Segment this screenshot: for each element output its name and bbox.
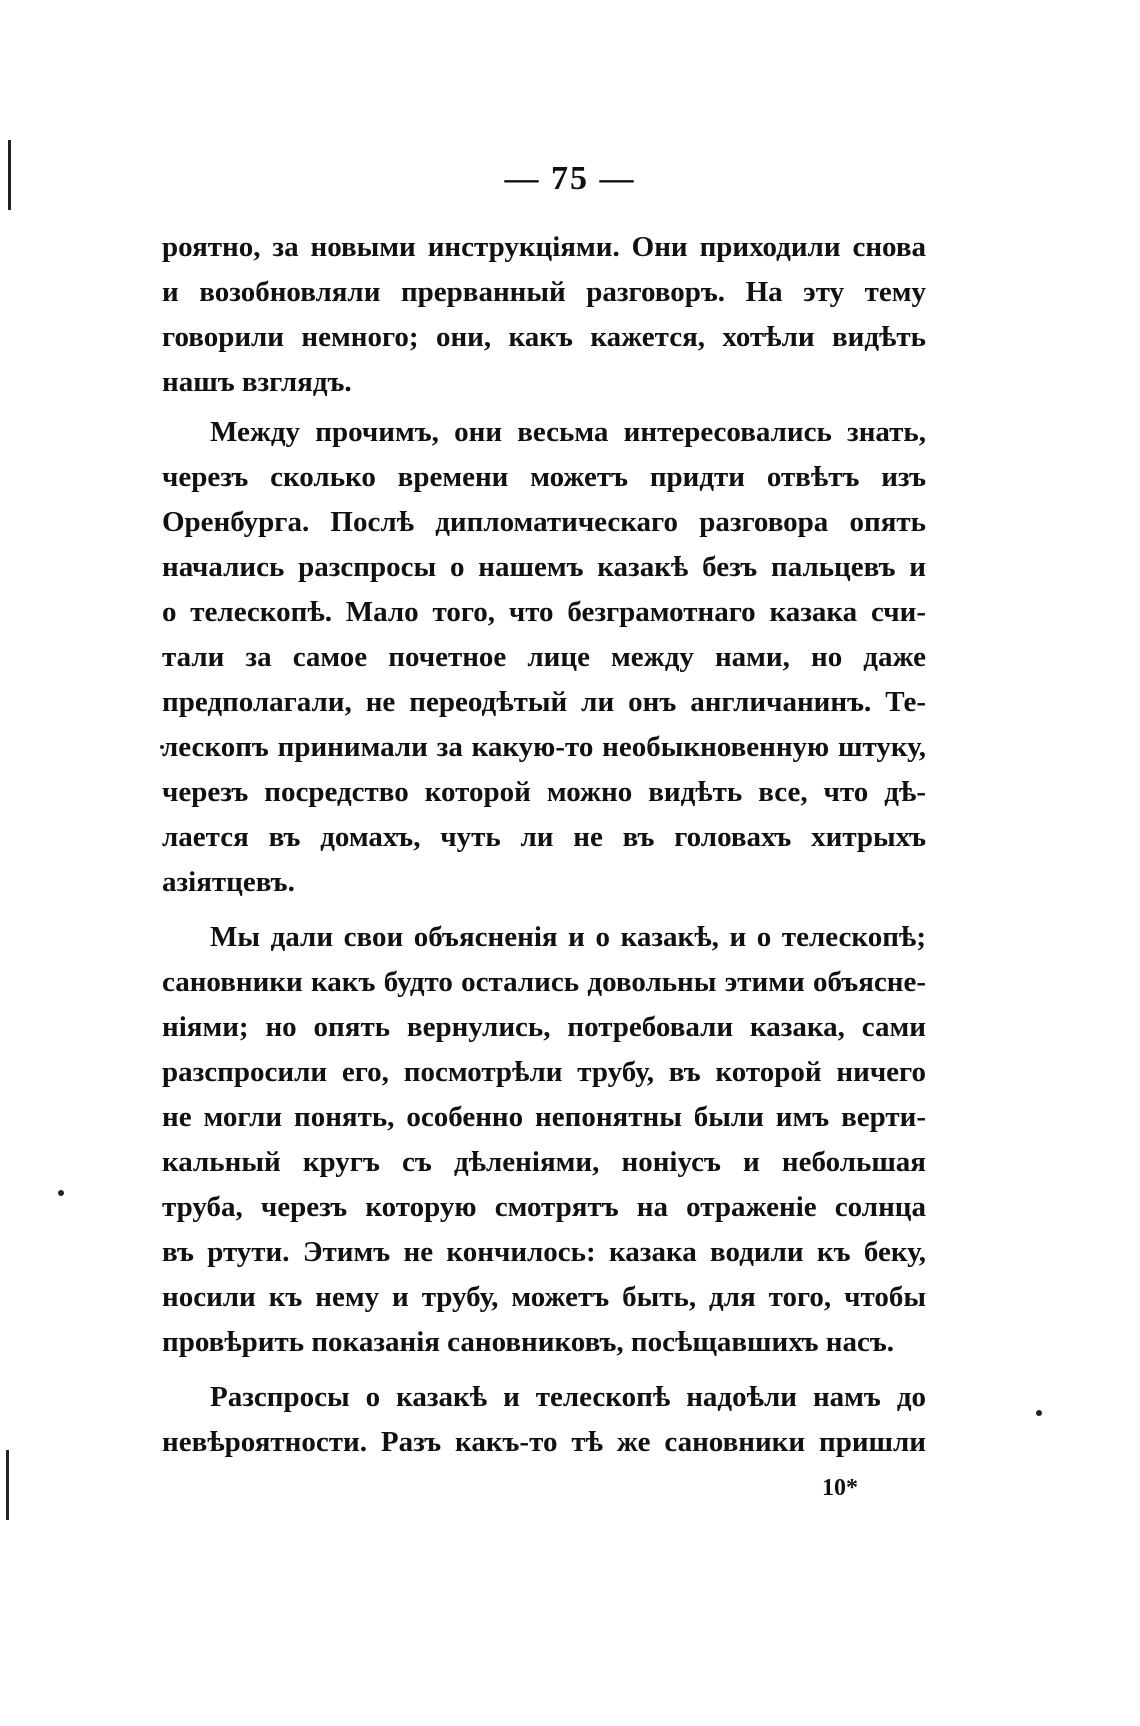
text-line: Мы дали свои объясненія и о казакѣ, и о телескопѣ; [210, 921, 926, 953]
paragraph-3 [162, 915, 926, 1365]
text-line: черезъ сколько времени можетъ придти отвѣтъ изъ [162, 461, 926, 493]
paragraph-1 [162, 225, 926, 405]
text-line: лескопъ принимали за какую-то необыкновенную штуку, [162, 731, 926, 763]
scan-speck [1036, 1410, 1042, 1416]
text-line: сановники какъ будто остались довольны этими объясне- [162, 966, 926, 998]
text-line: предполагали, не переодѣтый ли онъ англичанинъ. Те- [162, 686, 926, 718]
text-line: говорили немного; они, какъ кажется, хотѣли видѣть [162, 321, 926, 353]
page-number: — 75 — [504, 160, 636, 197]
text-line: носили къ нему и трубу, можетъ быть, для того, чтобы [162, 1281, 926, 1313]
text-line: Оренбурга. Послѣ дипломатическаго разговора опять [162, 506, 926, 538]
paragraph-4 [162, 1375, 926, 1465]
text-line: черезъ посредство которой можно видѣть все, что дѣ- [162, 776, 926, 808]
text-line: и возобновляли прерванный разговоръ. На эту тему [162, 276, 926, 308]
text-line: начались разспросы о нашемъ казакѣ безъ пальцевъ и [162, 551, 926, 583]
text-line: нашъ взглядъ. [162, 366, 352, 398]
text-line: Разспросы о казакѣ и телескопѣ надоѣли намъ до [210, 1381, 926, 1413]
left-margin-rule [6, 1450, 9, 1520]
text-line: лается въ домахъ, чуть ли не въ головахъ хитрыхъ [162, 821, 926, 853]
text-line: провѣрить показанія сановниковъ, посѣщавшихъ насъ. [162, 1326, 895, 1358]
text-line: разспросили его, посмотрѣли трубу, въ которой ничего [162, 1056, 926, 1088]
text-line: невѣроятности. Разъ какъ-то тѣ же сановники пришли [162, 1426, 926, 1458]
text-line: азіятцевъ. [162, 866, 295, 898]
text-line: не могли понять, особенно непонятны были имъ верти- [162, 1101, 926, 1133]
signature-mark: 10* [822, 1475, 858, 1501]
text-line: труба, черезъ которую смотрятъ на отраженіе солнца [162, 1191, 926, 1223]
text-line: Между прочимъ, они весьма интересовались знать, [210, 416, 926, 448]
text-line: роятно, за новыми инструкціями. Они приходили снова [162, 231, 926, 263]
text-line: ніями; но опять вернулись, потребовали казака, сами [162, 1011, 926, 1043]
text-line: о телескопѣ. Мало того, что безграмотнаго казака счи- [162, 596, 926, 628]
scan-speck [58, 1190, 64, 1196]
text-line: тали за самое почетное лице между нами, но даже [162, 641, 926, 673]
text-line: кальный кругъ съ дѣленіями, ноніусъ и небольшая [162, 1146, 926, 1178]
text-line: въ ртути. Этимъ не кончилось: казака водили къ беку, [162, 1236, 926, 1268]
paragraph-2 [162, 410, 926, 905]
